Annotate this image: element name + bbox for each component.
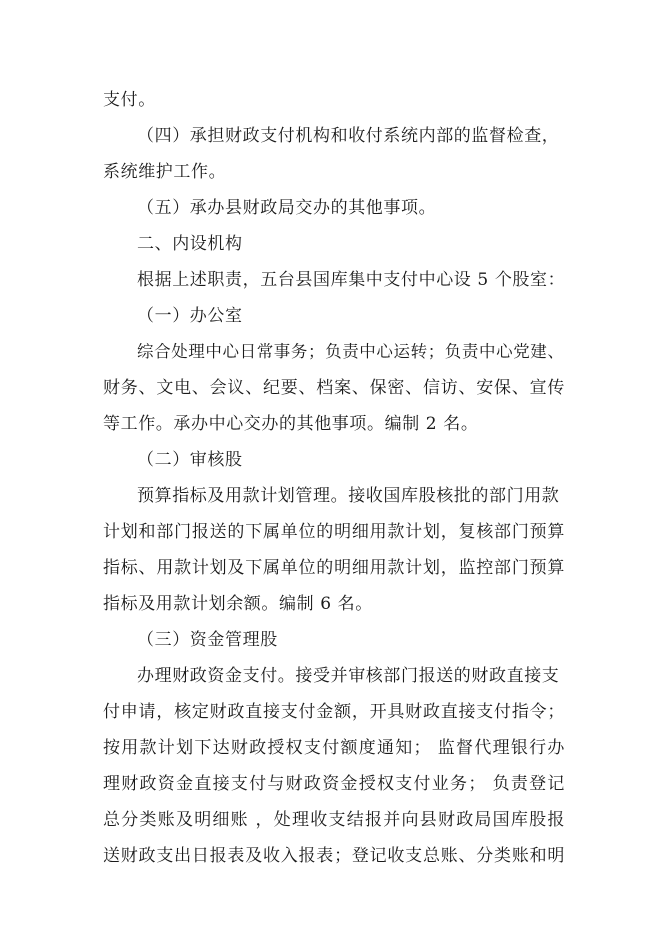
text-line: 总分类账及明细账 ，处理收支结报并向县财政局国库股报 <box>103 810 565 830</box>
subsection-heading: （二）审核股 <box>137 450 243 470</box>
text-line: （五）承办县财政局交办的其他事项。 <box>137 198 437 218</box>
text-line: 办理财政资金支付。接受并审核部门报送的财政直接支 <box>137 666 560 686</box>
text-line: 系统维护工作。 <box>103 162 227 182</box>
section-heading: 二、内设机构 <box>137 234 243 254</box>
text-line: （四）承担财政支付机构和收付系统内部的监督检查， <box>137 126 560 146</box>
document-body <box>103 82 565 874</box>
text-line: 送财政支出日报表及收入报表；登记收支总账、分类账和明 <box>103 846 565 866</box>
text-line: 根据上述职责，五台县国库集中支付中心设 5 个股室： <box>137 270 566 290</box>
text-line: 预算指标及用款计划管理。接收国库股核批的部门用款 <box>137 486 560 506</box>
text-line: 付申请，核定财政直接支付金额，开具财政直接支付指令； <box>103 702 565 722</box>
text-line: 理财政资金直接支付与财政资金授权支付业务； 负责登记 <box>103 774 565 794</box>
text-line: 指标、用款计划及下属单位的明细用款计划，监控部门预算 <box>103 558 565 578</box>
text-line: 按用款计划下达财政授权支付额度通知； 监督代理银行办 <box>103 738 565 758</box>
text-line: 支付。 <box>103 90 156 110</box>
text-line: 等工作。承办中心交办的其他事项。编制 2 名。 <box>103 414 479 434</box>
text-line: 财务、文电、会议、纪要、档案、保密、信访、安保、宣传 <box>103 378 565 398</box>
subsection-heading: （三）资金管理股 <box>137 630 278 650</box>
subsection-heading: （一）办公室 <box>137 306 243 326</box>
text-line: 指标及用款计划余额。编制 6 名。 <box>103 594 373 614</box>
text-line: 综合处理中心日常事务；负责中心运转；负责中心党建、 <box>137 342 565 361</box>
text-line: 计划和部门报送的下属单位的明细用款计划，复核部门预算 <box>103 522 565 542</box>
